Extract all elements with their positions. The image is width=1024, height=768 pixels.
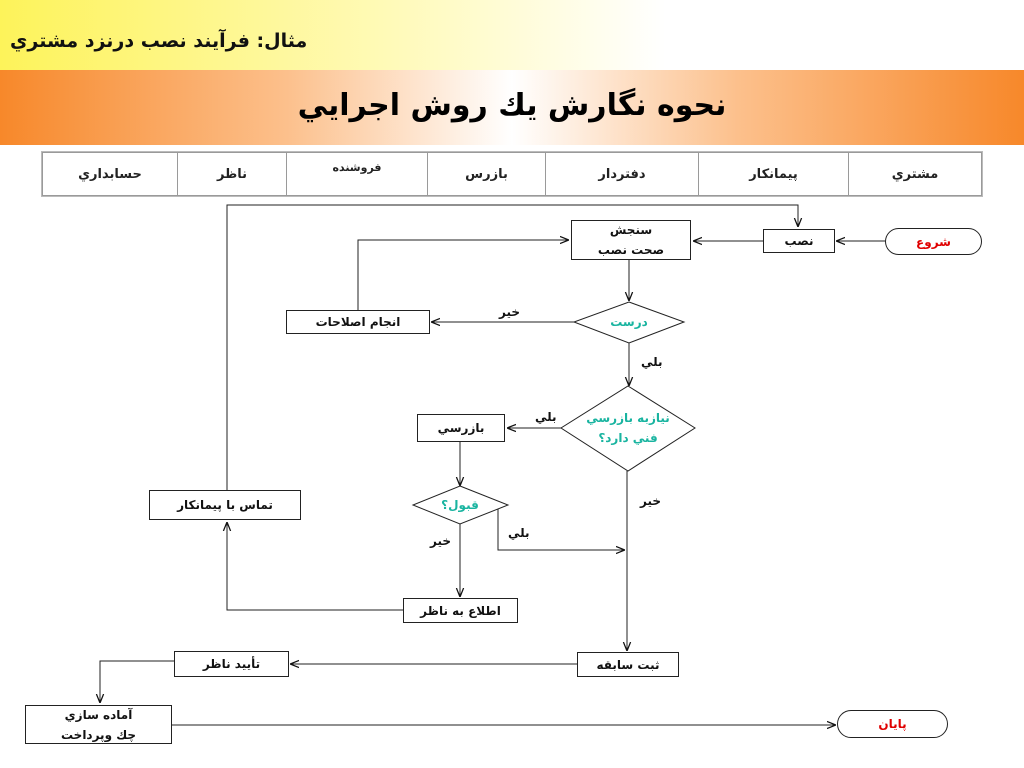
notify-supervisor-box: اطلاع به ناظر — [403, 598, 518, 623]
contact-contractor-box: تماس با پيمانكار — [149, 490, 301, 520]
edge-label-yes-need: بلي — [641, 355, 663, 369]
lane-clerk: دفتردار — [546, 153, 699, 196]
end-terminal: پايان — [837, 710, 948, 738]
start-terminal: شروع — [885, 228, 982, 255]
edge-label-no-corrections: خير — [499, 305, 521, 319]
install-box: نصب — [763, 229, 835, 253]
need-inspection-line-1: نيازبه بازرسي — [586, 411, 670, 425]
decision-accepted-label: قبول؟ — [441, 498, 479, 512]
lane-accounting: حسابداري — [43, 153, 178, 196]
slide-subtitle: مثال: فرآيند نصب درنزد مشتري — [10, 30, 308, 52]
edge-label-yes-accept: بلي — [508, 526, 530, 540]
arrow-corrections-to-assess — [358, 240, 569, 310]
assess-installation-box — [571, 220, 691, 260]
arrow-approval-to-prepare — [100, 661, 174, 703]
prepare-payment-box — [25, 705, 172, 744]
edge-label-yes-inspection: بلي — [535, 410, 557, 424]
lane-supervisor: ناظر — [178, 153, 287, 196]
decision-correct-label: درست — [610, 315, 648, 329]
supervisor-approval-box: تأييد ناظر — [174, 651, 289, 677]
lane-inspector: بازرس — [428, 153, 546, 196]
assess-line-1: سنجش — [609, 223, 653, 237]
edge-label-no-notify: خير — [430, 534, 452, 548]
need-inspection-line-2: فني دارد؟ — [598, 431, 658, 445]
lane-seller: فروشنده — [287, 153, 428, 196]
assess-line-2: صحت نصب — [597, 243, 665, 257]
slide-title: نحوه نگارش يك روش اجرايي — [297, 88, 727, 123]
decision-need-inspection-label — [571, 408, 685, 448]
corrections-box: انجام اصلاحات — [286, 310, 430, 334]
arrow-contact-to-install — [227, 205, 798, 490]
inspection-box: بازرسي — [417, 414, 505, 442]
prepare-line-2: چك وپرداخت — [60, 727, 137, 742]
lane-contractor: پيمانكار — [699, 153, 849, 196]
prepare-line-1: آماده سازي — [64, 707, 133, 722]
record-history-box: ثبت سابقه — [577, 652, 679, 677]
arrow-notify-to-contact — [227, 522, 403, 610]
lane-customer: مشتري — [849, 153, 982, 196]
edge-label-no-record: خير — [640, 494, 662, 508]
